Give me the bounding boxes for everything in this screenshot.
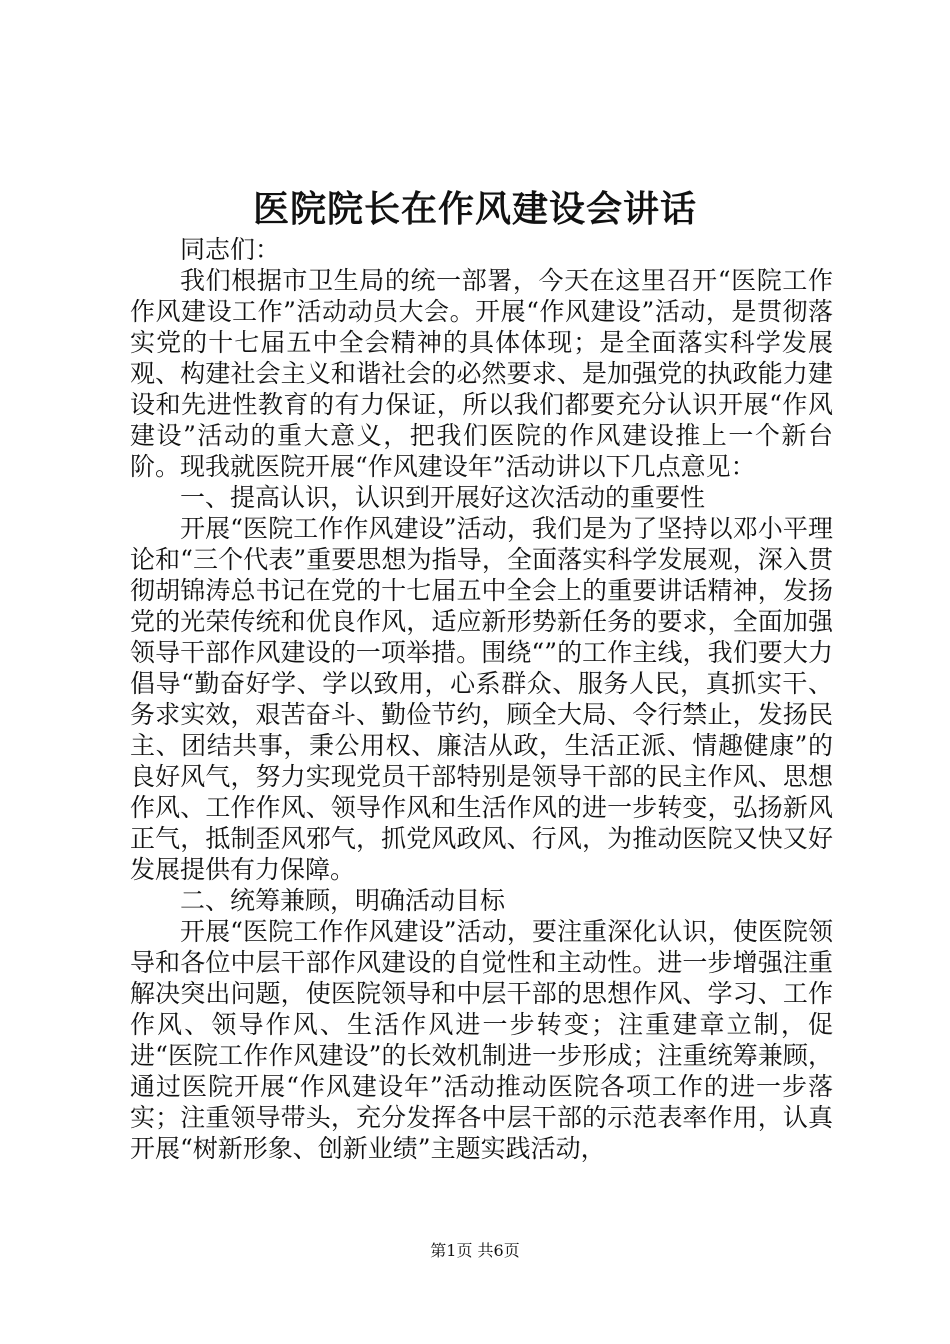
intro-paragraph: 我们根据市卫生局的统一部署，今天在这里召开“医院工作作风建设工作”活动动员大会。开展“作风建设”活动，是贯彻落实党的十七届五中全会精神的具体体现；是全面落实科学发展观、构建社会主义和谐社会的必然要求、是加强党的执政能力建设和先进性教育的有力保证，所以我们都要充分认识开展“作风建设”活动的重大意义，把我们医院的作风建设推上一个新台阶。现我就医院开展“作风建设年”活动讲以下几点意见：: [130, 266, 833, 481]
page-footer: 第1页 共6页: [430, 1241, 520, 1260]
document-title: 医院院长在作风建设会讲话: [252, 188, 697, 230]
document-body: [130, 234, 833, 1164]
section-1-paragraph: 开展“医院工作作风建设”活动，我们是为了坚持以邓小平理论和“三个代表”重要思想为指导，全面落实科学发展观，深入贯彻胡锦涛总书记在党的十七届五中全会上的重要讲话精神，发扬党的光荣传统和优良作风，适应新形势新任务的要求，全面加强领导干部作风建设的一项举措。围绕“”的工作主线，我们要大力倡导“勤奋好学、学以致用，心系群众、服务人民，真抓实干、务求实效，艰苦奋斗、勤俭节约，顾全大局、令行禁止，发扬民主、团结共事，秉公用权、廉洁从政，生活正派、情趣健康”的良好风气，努力实现党员干部特别是领导干部的民主作风、思想作风、工作作风、领导作风和生活作风的进一步转变，弘扬新风正气，抵制歪风邪气，抓党风政风、行风，为推动医院又快又好发展提供有力保障。: [130, 514, 833, 884]
section-heading-2: 二、统筹兼顾，明确活动目标: [180, 886, 506, 915]
section-2-paragraph: 开展“医院工作作风建设”活动，要注重深化认识，使医院领导和各位中层干部作风建设的自觉性和主动性。进一步增强注重解决突出问题，使医院领导和中层干部的思想作风、学习、工作作风、领导作风、生活作风进一步转变；注重建章立制，促进“医院工作作风建设”的长效机制进一步形成；注重统筹兼顾，通过医院开展“作风建设年”活动推动医院各项工作的进一步落实；注重领导带头，充分发挥各中层干部的示范表率作用，认真开展“树新形象、创新业绩”主题实践活动，: [130, 917, 833, 1163]
salutation-paragraph: 同志们：: [180, 235, 281, 264]
section-heading-1: 一、提高认识，认识到开展好这次活动的重要性: [180, 483, 706, 512]
